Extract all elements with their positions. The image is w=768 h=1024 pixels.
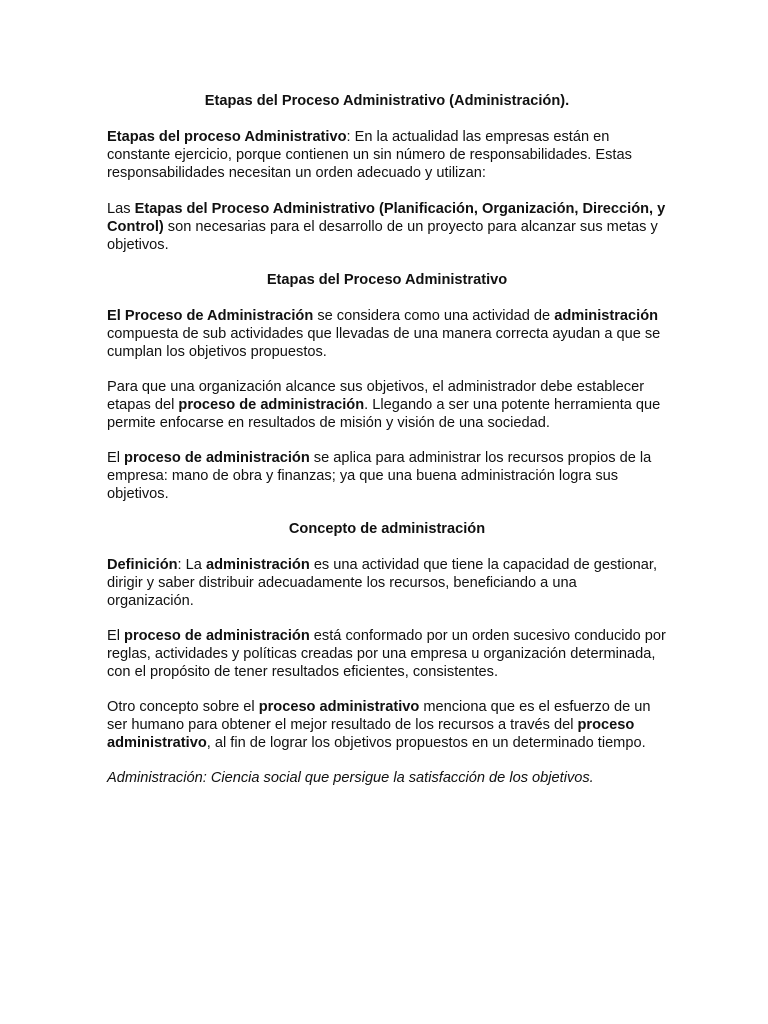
body-text: El bbox=[107, 450, 125, 466]
section-title-concept: Concepto de administración bbox=[288, 521, 486, 537]
body-text: Para que una organización alcance sus objetivos, el administrador debe establecer etapas del bbox=[107, 379, 645, 413]
body-text: : La bbox=[177, 557, 206, 573]
paragraph-stages bbox=[107, 200, 667, 254]
paragraph-intro bbox=[107, 128, 667, 182]
bold-text: Etapas del proceso Administrativo bbox=[107, 129, 347, 145]
body-text: El bbox=[107, 628, 125, 644]
body-text: menciona que es el esfuerzo de un ser humano para obtener el mejor resultado de los recursos a través del bbox=[107, 699, 651, 733]
bold-text: Definición bbox=[107, 557, 178, 573]
bold-text: proceso de administración bbox=[124, 450, 310, 466]
paragraph-science bbox=[107, 769, 667, 787]
paragraph-resources bbox=[107, 449, 667, 503]
body-text: son necesarias para el desarrollo de un proyecto para alcanzar sus metas y objetivos. bbox=[107, 219, 658, 253]
bold-text: proceso administrativo bbox=[107, 717, 635, 751]
main-title: Etapas del Proceso Administrativo (Administración). bbox=[204, 93, 570, 109]
bold-text: administración bbox=[205, 557, 310, 573]
body-text: está conformado por un orden sucesivo conducido por reglas, actividades y políticas creadas por una empresa u organización determinada, con el propósito de tener resultados eficientes, consistentes. bbox=[107, 628, 666, 680]
bold-text: proceso de administración bbox=[178, 397, 365, 413]
paragraph-definition bbox=[107, 556, 667, 610]
paragraph-process bbox=[107, 307, 667, 361]
document-page bbox=[107, 92, 667, 787]
paragraph-order bbox=[107, 627, 667, 681]
body-text: es una actividad que tiene la capacidad de gestionar, dirigir y saber distribuir adecuadamente los recursos, beneficiando a una organización. bbox=[107, 557, 658, 609]
body-text: se aplica para administrar los recursos propios de la empresa: mano de obra y finanzas; ya que una buena administración logra sus objetivos. bbox=[107, 450, 652, 502]
body-text: : En la actualidad las empresas están en constante ejercicio, porque contienen un sin número de responsabilidades. Estas responsabilidades necesitan un orden adecuado y utilizan: bbox=[107, 129, 632, 181]
italic-text: Administración: Ciencia social que persigue la satisfacción de los objetivos. bbox=[107, 770, 594, 786]
bold-text: proceso de administración bbox=[124, 628, 310, 644]
bold-text: Etapas del Proceso Administrativo (Planificación, Organización, Dirección, y Control) bbox=[107, 201, 666, 235]
paragraph-organization bbox=[107, 378, 667, 432]
section-title-stages: Etapas del Proceso Administrativo bbox=[266, 272, 508, 288]
body-text: . Llegando a ser una potente herramienta que permite enfocarse en resultados de misión y visión de una sociedad. bbox=[107, 397, 661, 431]
bold-text: proceso administrativo bbox=[258, 699, 420, 715]
body-text: , al fin de lograr los objetivos propuestos en un determinado tiempo. bbox=[206, 735, 646, 751]
bold-text: administración bbox=[554, 308, 659, 324]
body-text: compuesta de sub actividades que llevadas de una manera correcta ayudan a que se cumplan los objetivos propuestos. bbox=[107, 326, 661, 360]
body-text: se considera como una actividad de bbox=[313, 308, 555, 324]
body-text: Otro concepto sobre el bbox=[107, 699, 259, 715]
body-text: Las bbox=[107, 201, 135, 217]
paragraph-effort bbox=[107, 698, 667, 752]
bold-text: El Proceso de Administración bbox=[107, 308, 314, 324]
